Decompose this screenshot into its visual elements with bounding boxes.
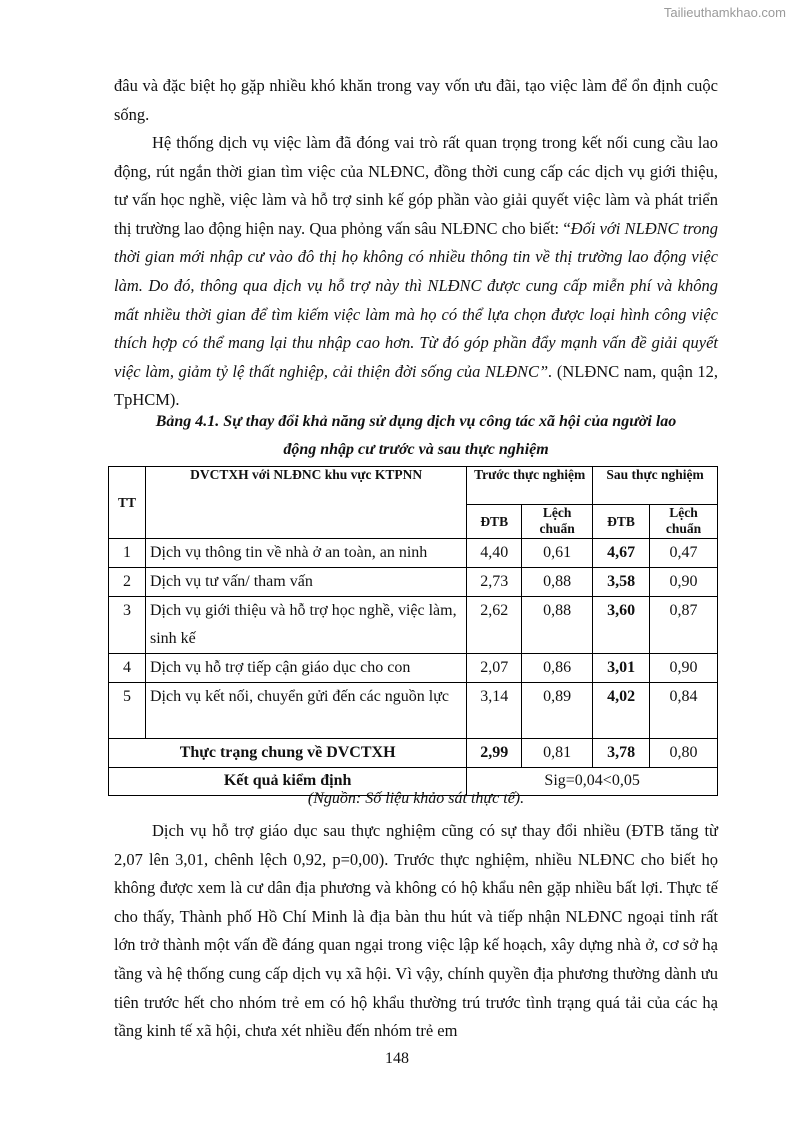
summary-after-mean: 3,78 [593,739,650,768]
row-service: Dịch vụ thông tin về nhà ở an toàn, an ninh [145,539,466,568]
header-after: Sau thực nghiệm [593,467,718,505]
row-after-sd: 0,90 [650,568,718,597]
row-before-mean: 4,40 [467,539,522,568]
test-value: Sig=0,04<0,05 [467,768,718,796]
header-service: DVCTXH với NLĐNC khu vực KTPNN [145,467,466,539]
row-after-sd: 0,47 [650,539,718,568]
summary-label: Thực trạng chung về DVCTXH [109,739,467,768]
row-before-sd: 0,88 [522,568,593,597]
summary-before-mean: 2,99 [467,739,522,768]
row-after-mean: 3,58 [593,568,650,597]
table-caption-line-1: Bảng 4.1. Sự thay đổi khả năng sử dụng dịch vụ công tác xã hội của người lao [155,413,677,430]
row-after-sd: 0,84 [650,683,718,739]
watermark: Tailieuthamkhao.com [663,5,786,20]
row-before-sd: 0,88 [522,597,593,654]
row-tt: 5 [109,683,146,739]
row-before-sd: 0,89 [522,683,593,739]
summary-before-sd: 0,81 [522,739,593,768]
row-service: Dịch vụ tư vấn/ tham vấn [145,568,466,597]
row-tt: 2 [109,568,146,597]
row-tt: 1 [109,539,146,568]
table-row [109,539,718,568]
row-after-sd: 0,87 [650,597,718,654]
header-before: Trước thực nghiệm [467,467,593,505]
interview-quote: Đối với NLĐNC trong thời gian mới nhập cư vào đô thị họ không có nhiều thông tin về thị trường lao động việc làm. Do đó, thông qua dịch vụ hỗ trợ này thì NLĐNC được cung cấp miễn phí và không mất nhiều thời gian để tìm kiếm việc làm mà họ có thể lựa chọn được loại hình công việc thích hợp có thể mang lại thu nhập cao hơn. Từ đó góp phần đẩy mạnh vấn đề giải quyết việc làm, giảm tỷ lệ thất nghiệp, cải thiện đời sống của NLĐNC”. [114,218,718,381]
table-row [109,568,718,597]
table-row [109,597,718,654]
paragraph-1: đâu và đặc biệt họ gặp nhiều khó khăn trong vay vốn ưu đãi, tạo việc làm để ổn định cuộc sống. [114,76,718,124]
table-source: (Nguồn: Số liệu khảo sát thực tế). [307,790,525,807]
row-service: Dịch vụ kết nối, chuyển gửi đến các nguồn lực [145,683,466,739]
paragraph-2-lead: Hệ thống dịch vụ việc làm đã đóng vai trò rất quan trọng trong kết nối cung cầu lao động, rút ngắn thời gian tìm việc của NLĐNC, đồng thời cung cấp các dịch vụ giới thiệu, tư vấn học nghề, việc làm và hỗ trợ sinh kế góp phần vào giải quyết việc làm và phát triển thị trường lao động hiện nay. Qua phỏng vấn sâu NLĐNC cho biết: “ [114,133,718,238]
test-label: Kết quả kiểm định [109,768,467,796]
quote-attribution: (NLĐNC nam, quận 12, TpHCM). [114,361,719,410]
header-tt: TT [109,467,146,539]
row-before-mean: 2,73 [467,568,522,597]
table-caption-line-2: động nhập cư trước và sau thực nghiệm [283,441,549,458]
header-before-mean: ĐTB [467,505,522,539]
row-after-mean: 3,01 [593,654,650,683]
header-before-sd: Lệch chuẩn [522,505,593,539]
row-after-sd: 0,90 [650,654,718,683]
header-after-mean: ĐTB [593,505,650,539]
table-caption [114,408,718,464]
row-before-mean: 2,07 [467,654,522,683]
row-before-mean: 2,62 [467,597,522,654]
row-service: Dịch vụ giới thiệu và hỗ trợ học nghề, việc làm, sinh kế [145,597,466,654]
table-row [109,654,718,683]
row-service: Dịch vụ hỗ trợ tiếp cận giáo dục cho con [145,654,466,683]
header-after-sd: Lệch chuẩn [650,505,718,539]
row-tt: 3 [109,597,146,654]
row-after-mean: 4,02 [593,683,650,739]
page-number: 148 [385,1050,409,1067]
service-usage-table [108,466,718,796]
summary-row [109,739,718,768]
paragraph-2 [114,129,718,415]
table-row [109,683,718,739]
summary-after-sd: 0,80 [650,739,718,768]
row-after-mean: 3,60 [593,597,650,654]
paragraph-3: Dịch vụ hỗ trợ giáo dục sau thực nghiệm cũng có sự thay đổi nhiều (ĐTB tăng từ 2,07 lên 3,01, chênh lệch 0,92, p=0,00). Trước thực nghiệm, nhiều NLĐNC cho biết họ không được xem là cư dân địa phương và không có hộ khẩu nên gặp nhiều bất lợi. Thực tế cho thấy, Thành phố Hồ Chí Minh là địa bàn thu hút và tiếp nhận NLĐNC ngoại tỉnh rất lớn trở thành một vấn đề đáng quan ngại trong việc lập kế hoạch, xây dựng nhà ở, cơ sở hạ tầng và hệ thống cung cấp dịch vụ xã hội. Vì vậy, chính quyền địa phương thường dành ưu tiên trước hết cho nhóm trẻ em có hộ khẩu thường trú trước tình trạng quá tải của các hạ tầng kinh tế xã hội, chưa xét nhiều đến nhóm trẻ em [114,821,718,1041]
row-before-sd: 0,61 [522,539,593,568]
row-tt: 4 [109,654,146,683]
row-after-mean: 4,67 [593,539,650,568]
row-before-mean: 3,14 [467,683,522,739]
row-before-sd: 0,86 [522,654,593,683]
